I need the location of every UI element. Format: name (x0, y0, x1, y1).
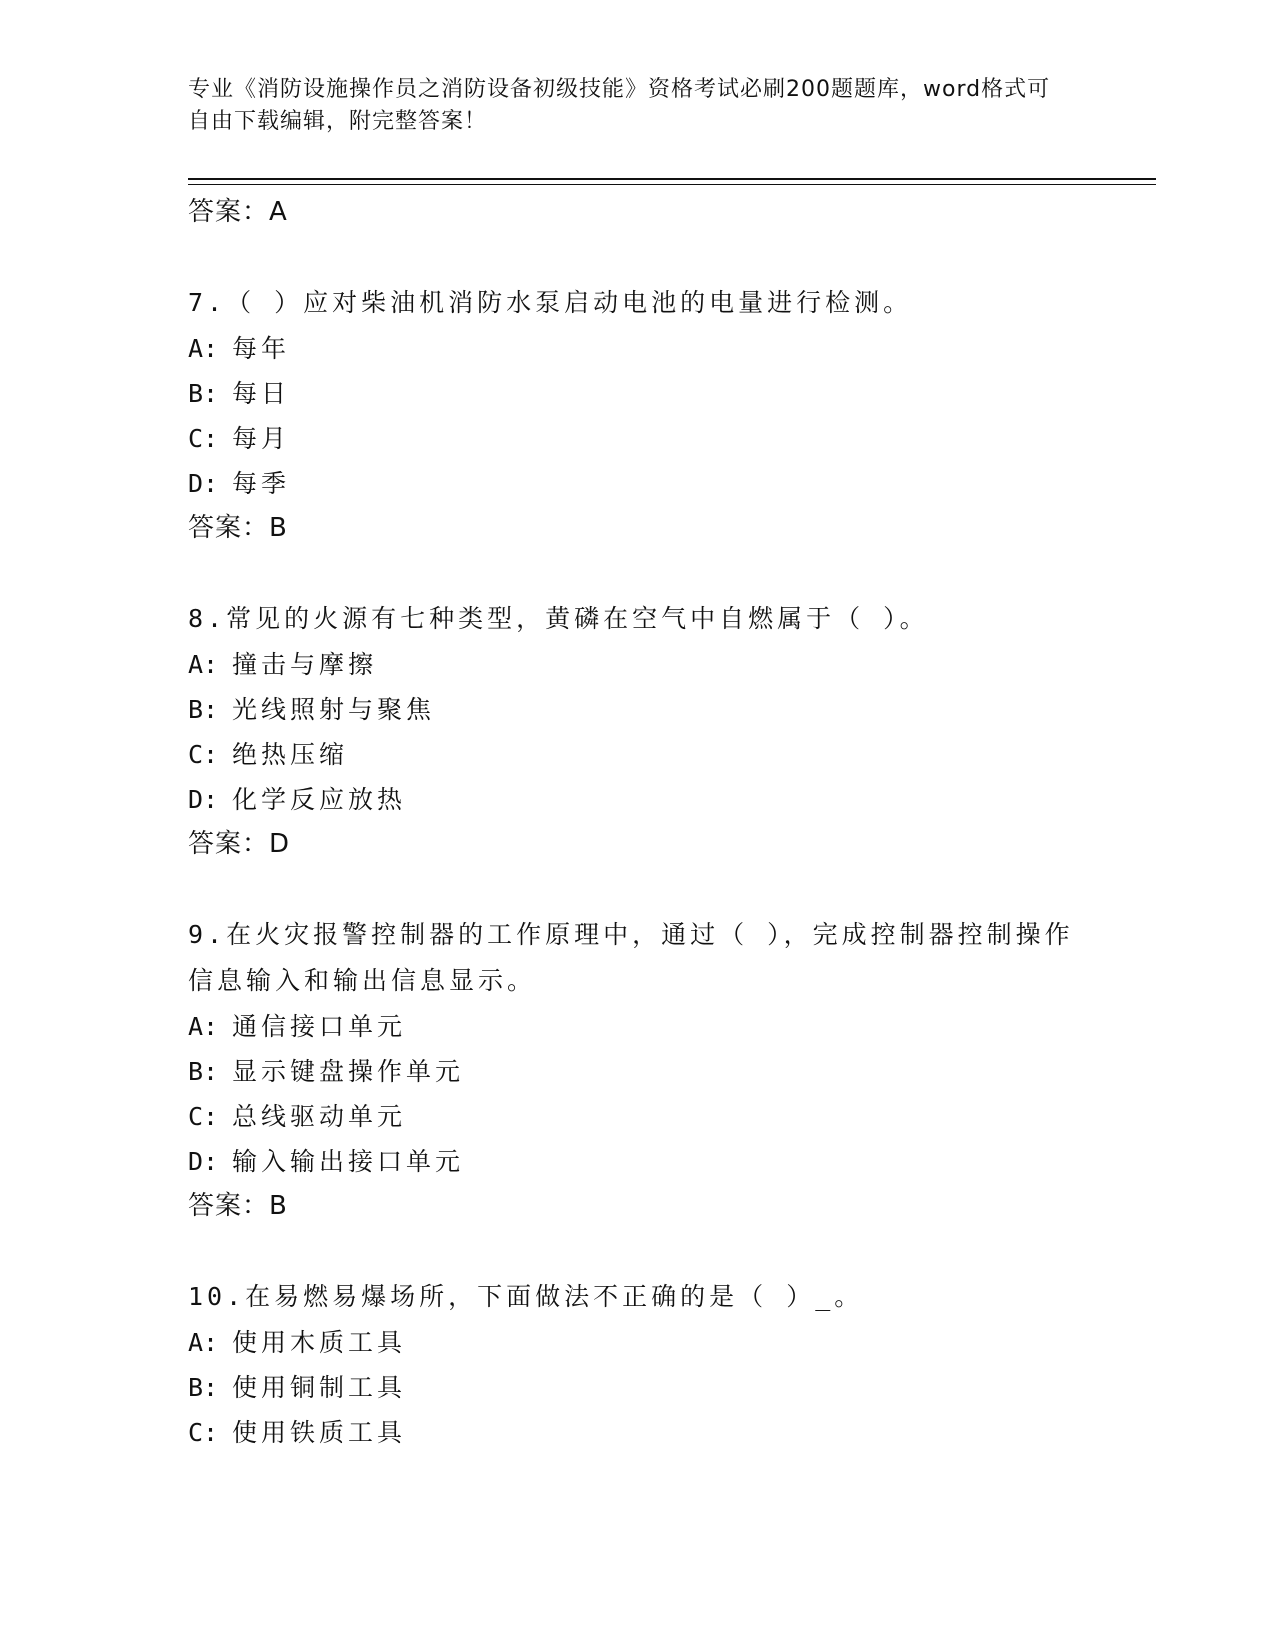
option-text: 每月 (232, 424, 291, 453)
spacer (188, 234, 1088, 280)
question-block (188, 280, 1088, 550)
option-c (188, 1410, 1088, 1455)
option-key: D: (188, 785, 219, 814)
question-block (188, 596, 1088, 866)
option-a (188, 642, 1088, 687)
option-a (188, 1004, 1088, 1049)
option-c (188, 1094, 1088, 1139)
option-text: 输入输出接口单元 (232, 1147, 465, 1176)
option-text: 使用铜制工具 (232, 1373, 407, 1402)
option-b (188, 1365, 1088, 1410)
option-d (188, 461, 1088, 506)
option-text: 每年 (232, 334, 291, 363)
option-key: D: (188, 469, 219, 498)
header-divider-thin (188, 184, 1156, 185)
option-d (188, 777, 1088, 822)
answer-line: 答案：B (188, 513, 288, 543)
option-key: B: (188, 1373, 219, 1402)
option-text: 显示键盘操作单元 (232, 1057, 465, 1086)
option-key: B: (188, 379, 219, 408)
question-text: 9.在火灾报警控制器的工作原理中，通过（ ），完成控制器控制操作信息输入和输出信息显示。 (188, 920, 1074, 995)
header-divider-thick (188, 178, 1156, 180)
option-key: A: (188, 334, 219, 363)
question-text: 7.（ ）应对柴油机消防水泵启动电池的电量进行检测。 (188, 288, 913, 317)
option-text: 光线照射与聚焦 (232, 695, 436, 724)
option-text: 撞击与摩擦 (232, 650, 378, 679)
option-key: C: (188, 740, 219, 769)
option-text: 化学反应放热 (232, 785, 407, 814)
spacer (188, 550, 1088, 596)
question-block (188, 912, 1088, 1228)
option-b (188, 687, 1088, 732)
option-key: C: (188, 1418, 219, 1447)
option-b (188, 1049, 1088, 1094)
question-list (188, 190, 1088, 1455)
question-text: 8.常见的火源有七种类型，黄磷在空气中自燃属于（ ）。 (188, 604, 929, 633)
option-text: 每日 (232, 379, 291, 408)
option-c (188, 416, 1088, 461)
option-d (188, 1139, 1088, 1184)
option-text: 使用铁质工具 (232, 1418, 407, 1447)
option-key: D: (188, 1147, 219, 1176)
option-c (188, 732, 1088, 777)
option-text: 总线驱动单元 (232, 1102, 407, 1131)
option-text: 使用木质工具 (232, 1328, 407, 1357)
question-text: 10.在易燃易爆场所，下面做法不正确的是（ ）_。 (188, 1282, 864, 1311)
spacer (188, 1228, 1088, 1274)
option-key: A: (188, 650, 219, 679)
option-a (188, 326, 1088, 371)
option-a (188, 1320, 1088, 1365)
question-block (188, 1274, 1088, 1455)
option-key: A: (188, 1012, 219, 1041)
option-key: B: (188, 695, 219, 724)
option-key: B: (188, 1057, 219, 1086)
document-header: 专业《消防设施操作员之消防设备初级技能》资格考试必刷200题题库，word格式可自由下载编辑，附完整答案！ (188, 77, 1051, 134)
option-text: 每季 (232, 469, 291, 498)
option-key: A: (188, 1328, 219, 1357)
option-text: 绝热压缩 (232, 740, 349, 769)
answer-line: 答案：B (188, 1191, 288, 1221)
option-text: 通信接口单元 (232, 1012, 407, 1041)
spacer (188, 866, 1088, 912)
option-key: C: (188, 1102, 219, 1131)
previous-answer: 答案：A (188, 197, 288, 227)
answer-line: 答案：D (188, 829, 291, 859)
option-b (188, 371, 1088, 416)
option-key: C: (188, 424, 219, 453)
